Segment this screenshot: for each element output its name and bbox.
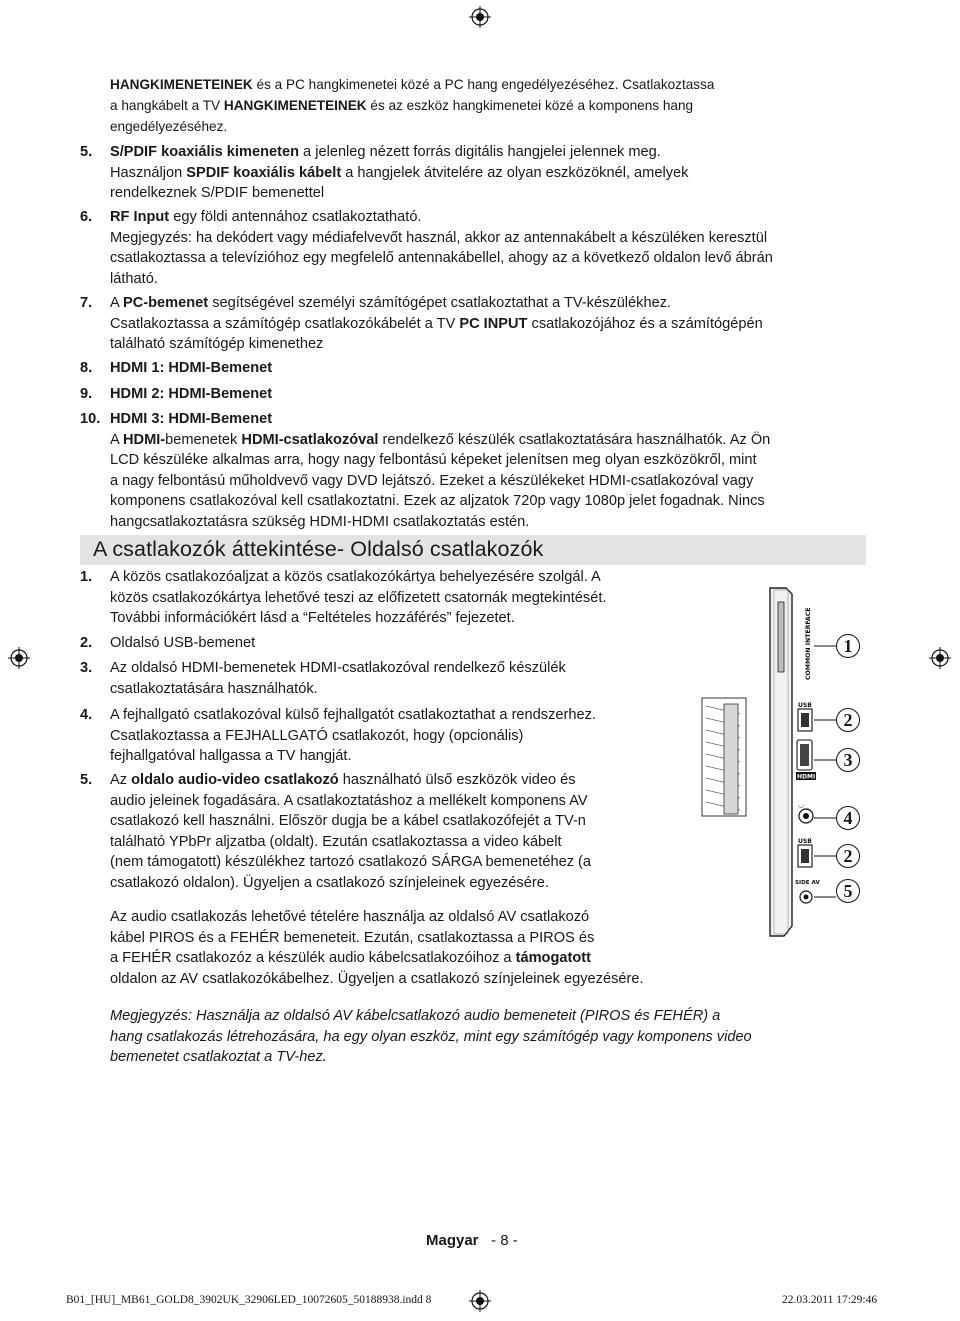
intro-paragraph: HANGKIMENETEINEK és a PC hangkimenetei közé a PC hang engedélyezéséhez. Csatlakoztassa a hangkábelt a TV HANGKIMENETEINEK és az eszköz hangkimenetei közé a komponens hang engedélyezéséhez. [110,77,715,134]
page-footer: Magyar - 8 - [426,1232,518,1249]
side-av-label: SIDE AV [795,880,820,886]
usb-label: USB [798,838,812,845]
registration-mark-icon [469,6,491,28]
print-slug-right: 22.03.2011 17:29:46 [782,1294,878,1306]
callout-5: 5 [836,879,860,903]
callout-4: 4 [836,806,860,830]
note-paragraph: Megjegyzés: Használja az oldalsó AV kábelcsatlakozó audio bemeneteit (PIROS és FEHÉR) a hang csatlakozás létrehozására, ha egy olyan eszköz, mint egy számítógép vagy komponens video bemenetet csatlakoztat a TV-hez. [110,1008,752,1065]
callout-2: 2 [836,708,860,732]
usb-label: USB [798,702,812,709]
common-interface-label: COMMON INTERFACE [805,607,812,680]
callout-2b: 2 [836,844,860,868]
section-heading: A csatlakozók áttekintése- Oldalsó csatlakozók [80,535,866,565]
headphone-label-icon: ◡ [798,801,805,809]
print-slug-left: B01_[HU]_MB61_GOLD8_3902UK_32906LED_10072605_50188938.indd 8 [66,1294,432,1306]
registration-mark-icon [929,647,951,669]
callout-1: 1 [836,634,860,658]
audio-paragraph: Az audio csatlakozás lehetővé tételére használja az oldalsó AV csatlakozó kábel PIROS és a FEHÉR bemeneteit. Ezután, csatlakoztassa a PIROS és a FEHÉR csatlakozóz a készülék audio kábelcsatlakozóihoz a támogatott oldalon az AV csatlakozókábelhez. Ügyeljen a csatlakozó színjeleinek egyezésére. [110,909,644,987]
registration-mark-icon [8,647,30,669]
callout-3: 3 [836,748,860,772]
registration-mark-icon [469,1290,491,1312]
hdmi-label: HDMI [797,773,816,781]
